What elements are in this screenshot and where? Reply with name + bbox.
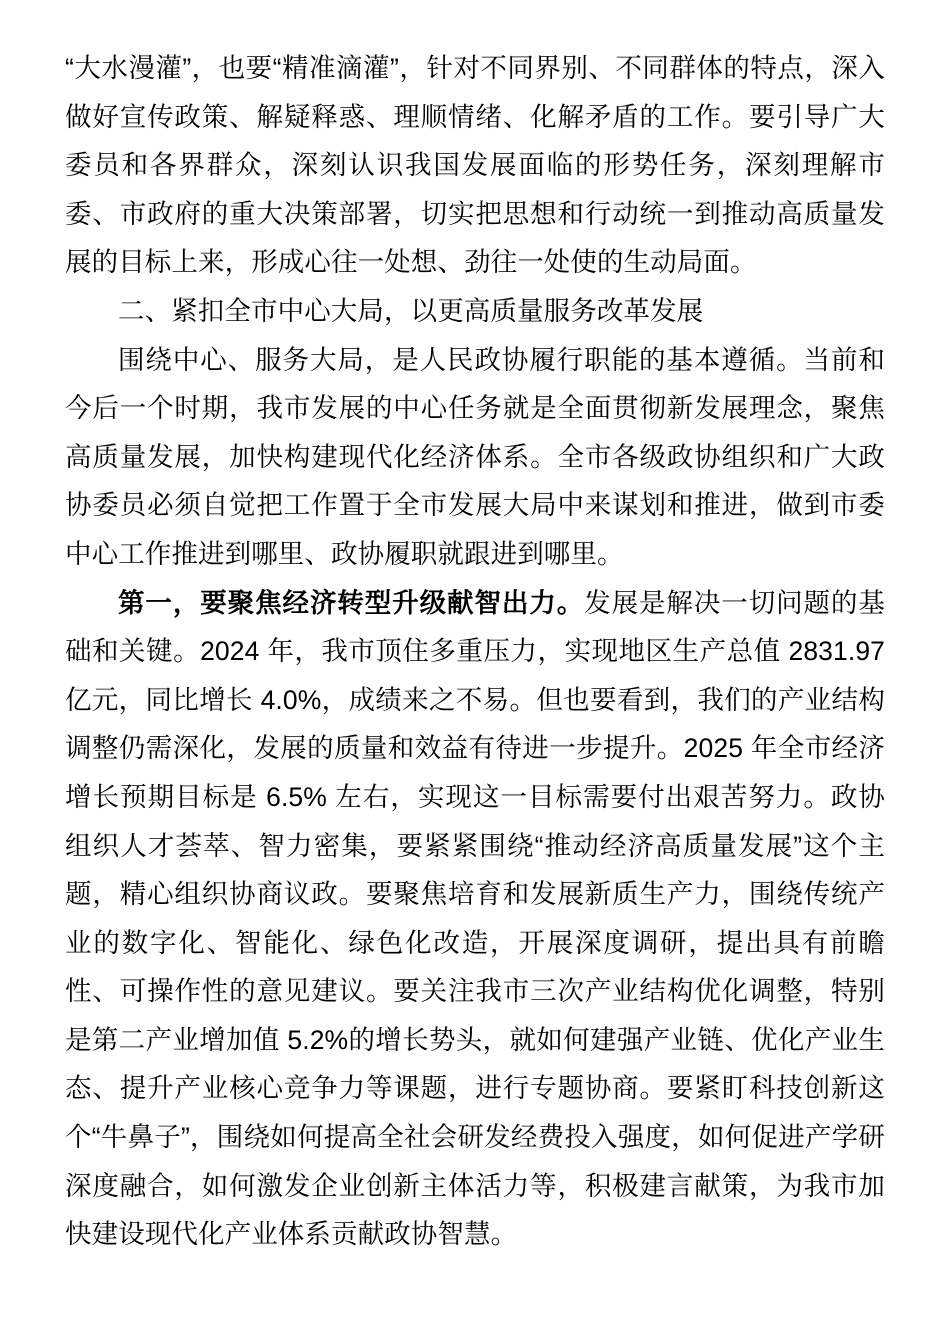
document-body [65,44,885,1259]
paragraph-point-one-body: 发展是解决一切问题的基础和关键。2024 年，我市顶住多重压力，实现地区生产总值 2831.97 亿元，同比增长 4.0%，成绩来之不易。但也要看到，我们的产业结构调整仍需深化，发展的质量和效益有待进一步提升。2025 年全市经济增长预期目标是 6.5% 左右，实现这一目标需要付出艰苦努力。政协组织人才荟萃、智力密集，要紧紧围绕“推动经济高质量发展”这个主题，精心组织协商议政。要聚焦培育和发展新质生产力，围绕传统产业的数字化、智能化、绿色化改造，开展深度调研，提出具有前瞻性、可操作性的意见建议。要关注我市三次产业结构优化调整，特别是第二产业增加值 5.2%的增长势头，就如何建强产业链、优化产业生态、提升产业核心竞争力等课题，进行专题协商。要紧盯科技创新这个“牛鼻子”，围绕如何提高全社会研发经费投入强度，如何促进产学研深度融合，如何激发企业创新主体活力等，积极建言献策，为我市加快建设现代化产业体系贡献政协智慧。 [65,587,885,1250]
paragraph-serve-overall-situation: 围绕中心、服务大局，是人民政协履行职能的基本遵循。当前和今后一个时期，我市发展的中心任务就是全面贯彻新发展理念，聚焦高质量发展，加快构建现代化经济体系。全市各级政协组织和广大政协委员必须自觉把工作置于全市发展大局中来谋划和推进，做到市委中心工作推进到哪里、政协履职就跟进到哪里。 [65,344,885,569]
paragraph-point-one-bold-lead: 第一，要聚焦经济转型升级献智出力。 [118,587,585,618]
paragraph-continuation-propaganda: “大水漫灌”，也要“精准滴灌”，针对不同界别、不同群体的特点，深入做好宣传政策、解疑释惑、理顺情绪、化解矛盾的工作。要引导广大委员和各界群众，深刻认识我国发展面临的形势任务，深刻理解市委、市政府的重大决策部署，切实把思想和行动统一到推动高质量发展的目标上来，形成心往一处想、劲往一处使的生动局面。 [65,53,885,278]
section-heading-two: 二、紧扣全市中心大局，以更高质量服务改革发展 [118,295,704,326]
paragraph-point-one [65,579,885,1259]
